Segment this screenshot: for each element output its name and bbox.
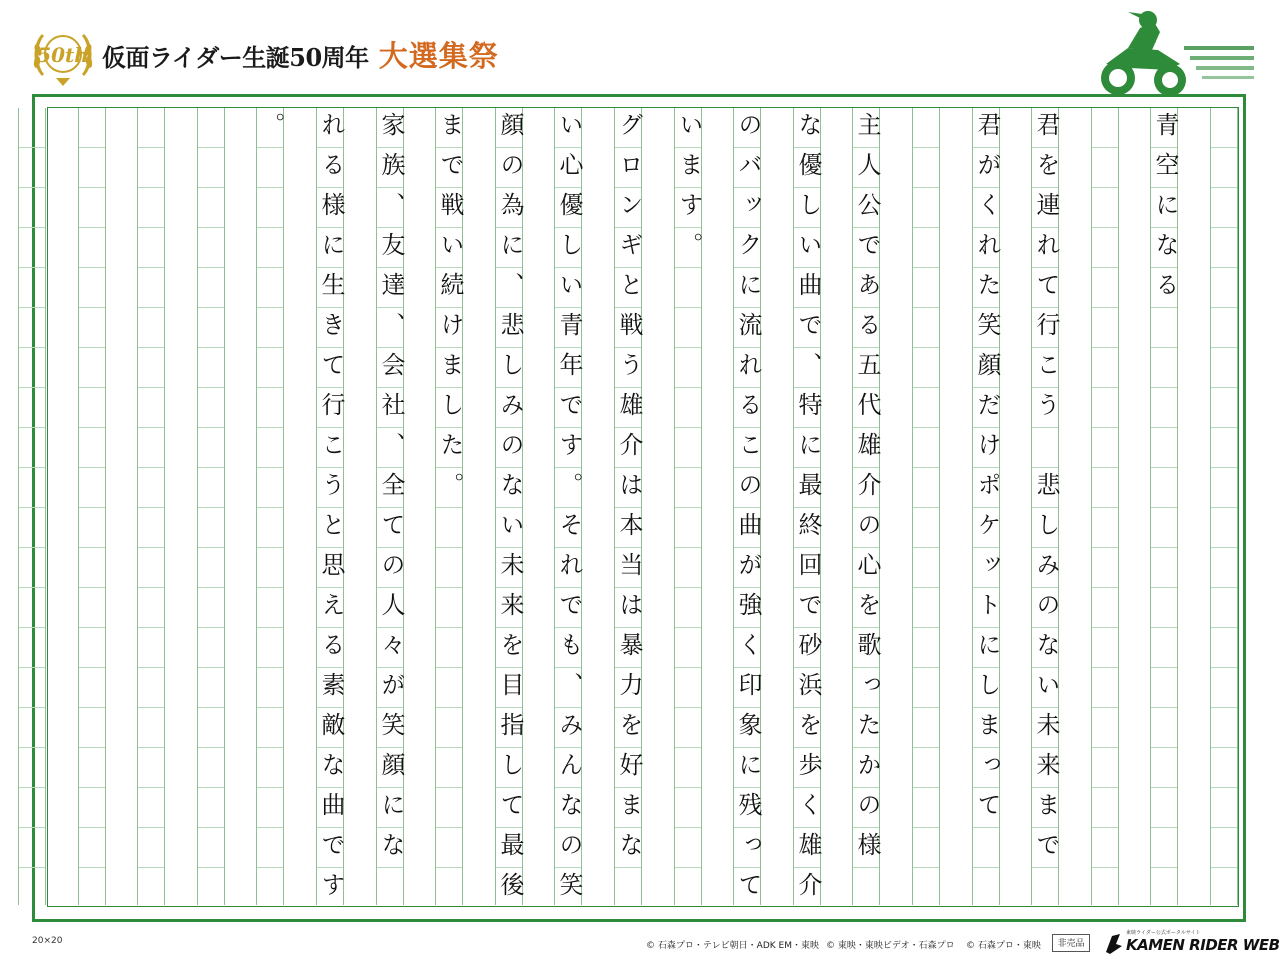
title-sub: 大選集祭: [378, 39, 499, 73]
copyright-2: © 東映・東映ビデオ・石森プロ: [826, 941, 955, 951]
column-text: 顔の為に、悲しみのない未来を目指して最後: [496, 112, 524, 912]
motorcycle-rider-icon: [1088, 8, 1260, 100]
brand-name: KAMEN RIDER WEB: [1126, 936, 1280, 954]
manuscript-column: [1150, 108, 1178, 905]
manuscript-column: [1210, 108, 1238, 905]
manuscript-column: [852, 108, 880, 905]
column-text: まで戦い続けました。: [436, 112, 464, 512]
manuscript-column: [912, 108, 940, 905]
manuscript-column: [495, 108, 524, 912]
manuscript-column: [18, 108, 46, 905]
manuscript-column: [78, 108, 106, 905]
manuscript-column: [435, 108, 463, 905]
manuscript-column: [733, 108, 762, 912]
50th-anniversary-emblem-icon: [28, 20, 98, 90]
manuscript-column: [554, 108, 583, 912]
rider-mark-icon: [1104, 932, 1124, 956]
manuscript-column: [197, 108, 225, 905]
not-for-sale-badge: 非売品: [1052, 934, 1090, 952]
column-text: 青空になる: [1151, 112, 1179, 312]
grid-size-label: 20×20: [32, 936, 63, 946]
title-main: 仮面ライダー生誕50周年: [102, 43, 369, 72]
page-title: [102, 34, 499, 78]
manuscript-column: [972, 108, 1000, 905]
column-text: 君を連れて行こう 悲しみのない未来まで: [1032, 112, 1060, 872]
column-text: [198, 112, 226, 912]
column-text: のバックに流れるこの曲が強く印象に残って: [734, 112, 762, 912]
brand-tagline: 東映ライダー公式ポータルサイト: [1126, 930, 1201, 936]
column-text: れる様に生きて行こうと思える素敵な曲です: [317, 112, 345, 912]
column-text: 家族、友達、会社、全ての人々が笑顔にな: [377, 112, 405, 872]
column-text: [1211, 112, 1239, 912]
manuscript-column: [316, 108, 345, 912]
column-text: グロンギと戦う雄介は本当は暴力を好まな: [615, 112, 643, 872]
manuscript-column: [256, 108, 284, 905]
manuscript-grid: [47, 107, 1239, 912]
manuscript-sheet: [32, 94, 1246, 922]
column-text: [1092, 112, 1120, 912]
manuscript-column: [1091, 108, 1119, 905]
column-text: [79, 112, 107, 912]
column-text: [913, 112, 941, 912]
manuscript-column: [1031, 108, 1059, 905]
manuscript-column: [674, 108, 702, 905]
column-text: [19, 112, 47, 912]
column-text: [138, 112, 166, 912]
manuscript-column: [376, 108, 404, 905]
manuscript-column: [614, 108, 642, 905]
column-text: な優しい曲で、特に最終回で砂浜を歩く雄介: [794, 112, 822, 912]
copyright-1: © 石森プロ・テレビ朝日・ADK EM・東映: [646, 941, 819, 951]
column-text: 君がくれた笑顔だけポケットにしまって: [973, 112, 1001, 832]
emblem-label: 50th: [37, 43, 89, 67]
kamen-rider-web-logo: [1104, 930, 1280, 956]
column-text: 主人公である五代雄介の心を歌ったかの様: [853, 112, 881, 872]
column-text: います。: [675, 112, 703, 272]
column-text: い心優しい青年です。それでも、みんなの笑: [555, 112, 583, 912]
manuscript-column: [793, 108, 822, 912]
column-text: 。: [257, 112, 285, 152]
copyright-3: © 石森プロ・東映: [966, 941, 1041, 951]
manuscript-column: [137, 108, 165, 905]
